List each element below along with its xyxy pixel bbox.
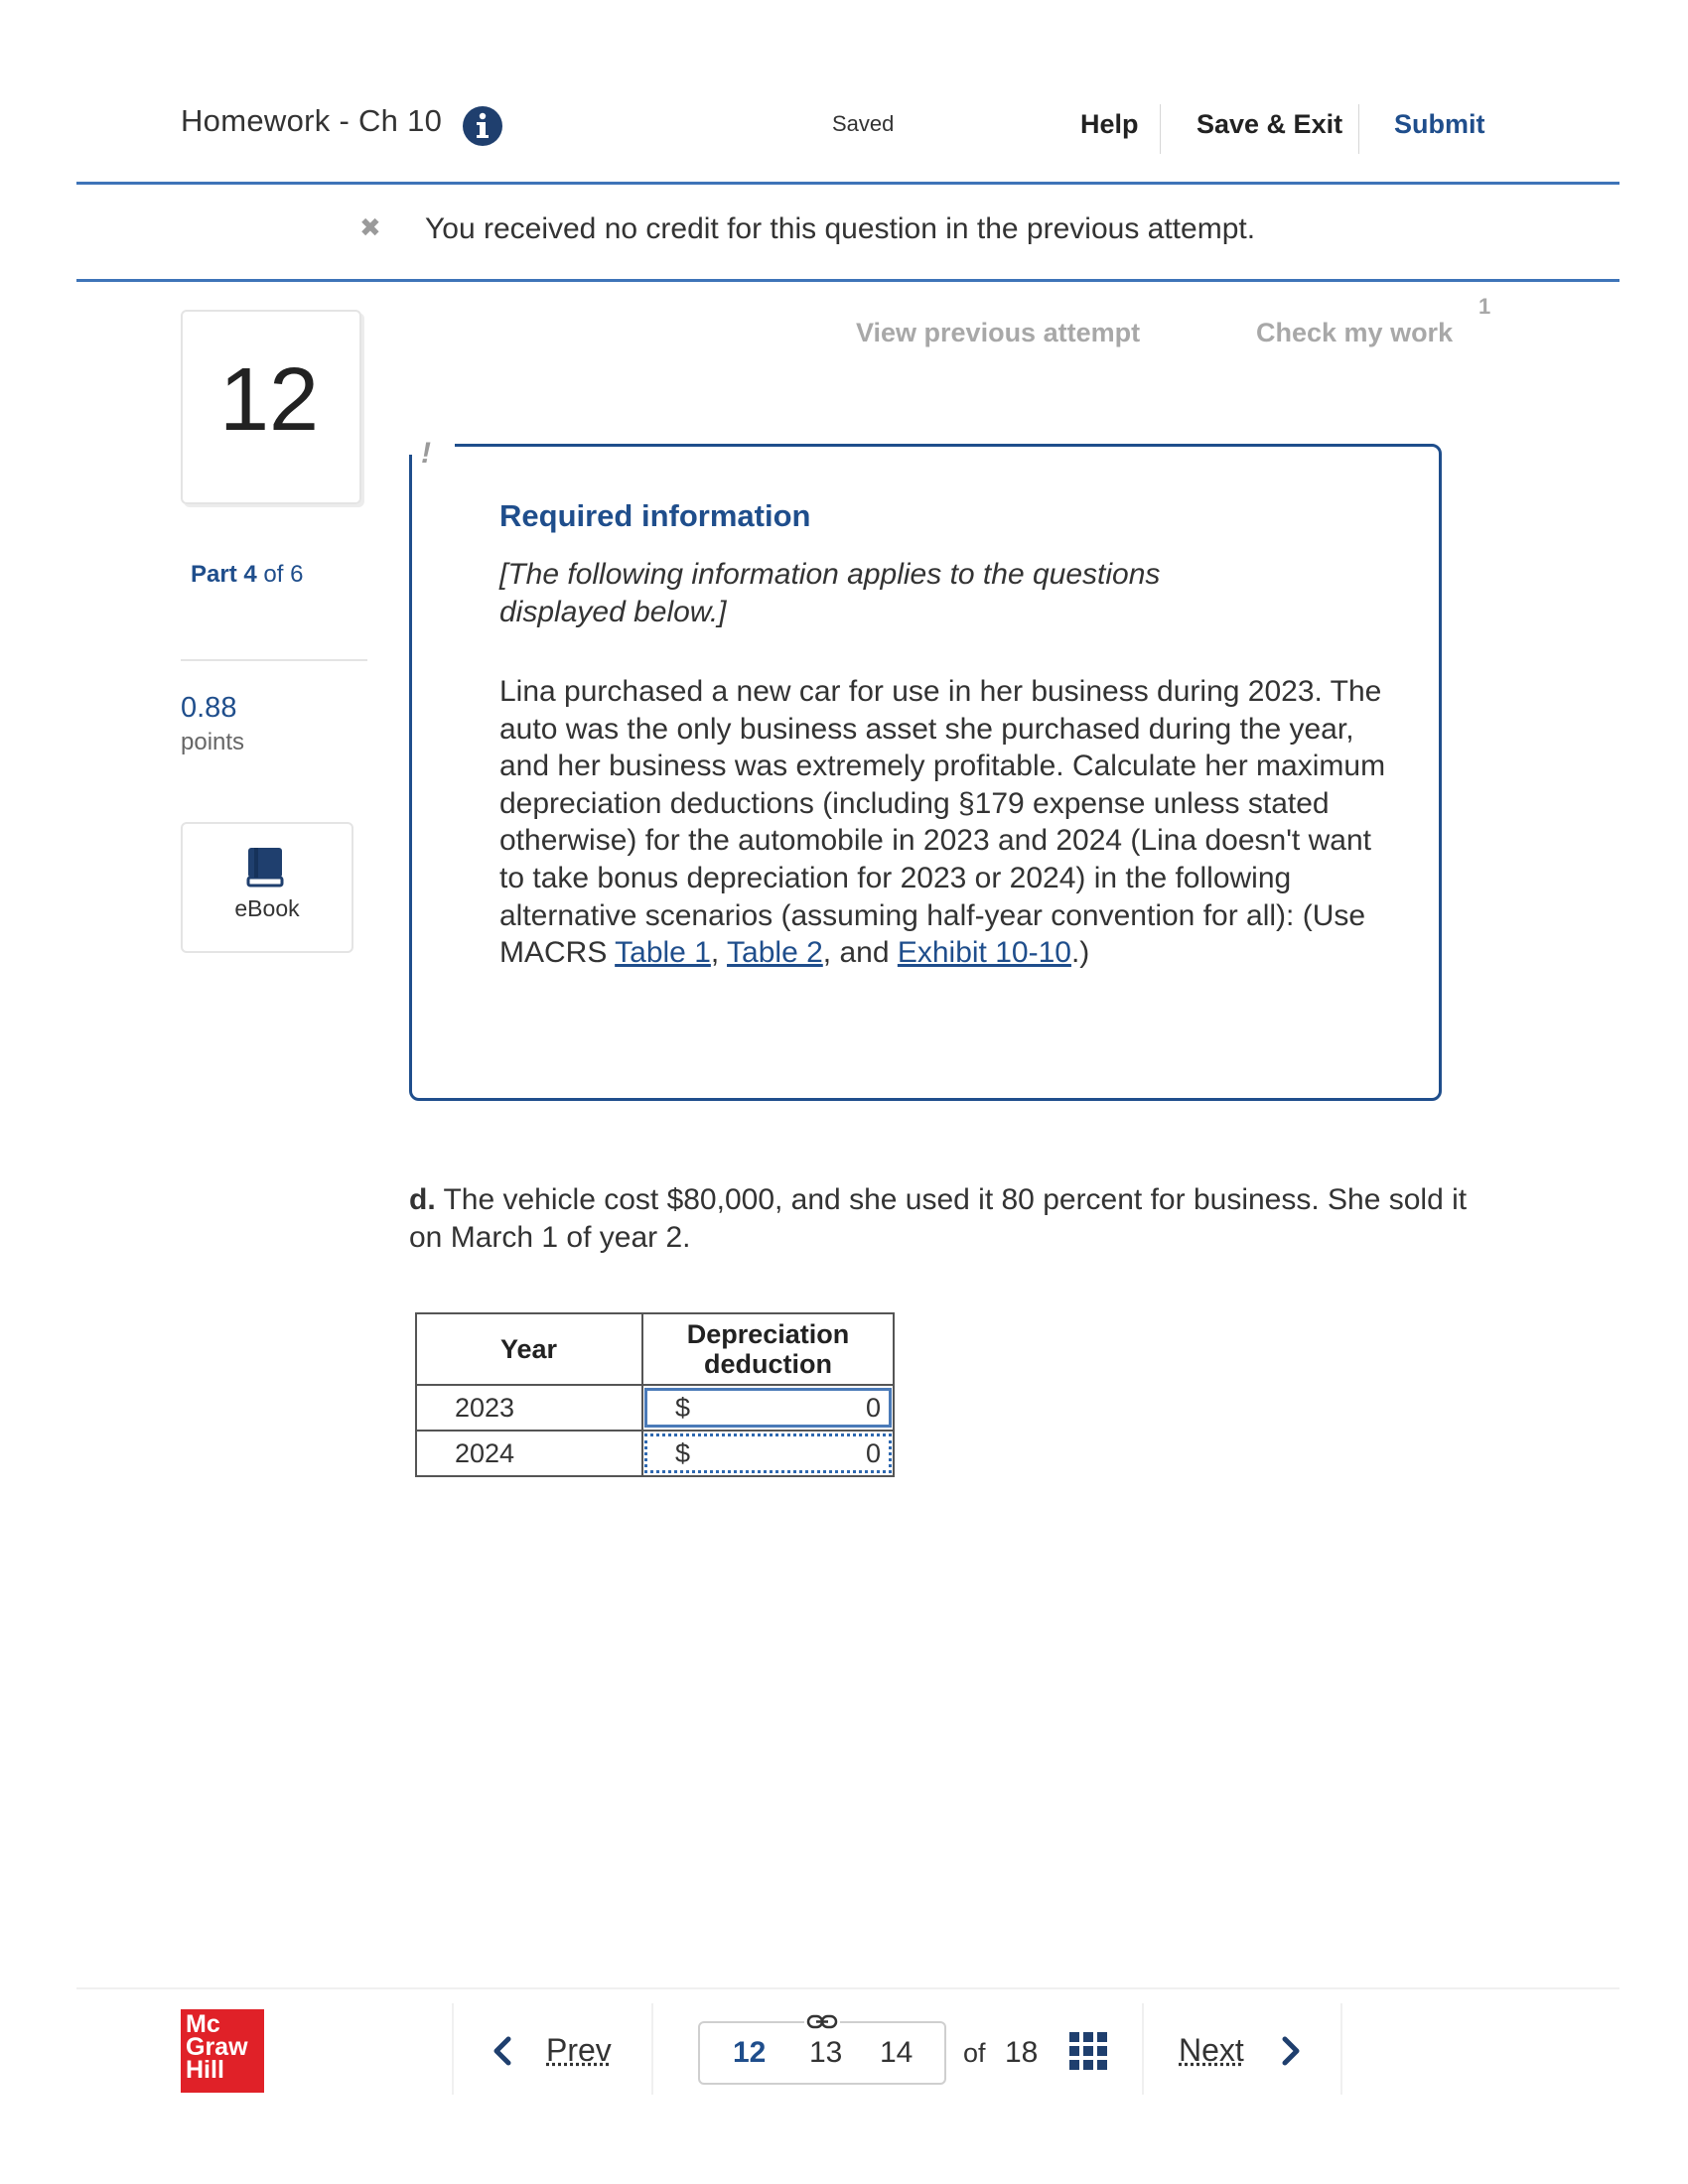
page-12-button[interactable]: 12 bbox=[733, 2036, 767, 2069]
check-count-badge: 1 bbox=[1478, 294, 1491, 319]
page-of-label: of bbox=[963, 2038, 986, 2068]
question-number: 12 bbox=[218, 350, 320, 450]
submit-button[interactable]: Submit bbox=[1394, 109, 1485, 139]
currency-symbol: $ bbox=[675, 1392, 691, 1423]
depreciation-2024-input[interactable] bbox=[644, 1433, 892, 1473]
table-2-link[interactable]: Table 2 bbox=[727, 936, 823, 970]
depreciation-header: Depreciation deduction bbox=[642, 1313, 894, 1385]
ebook-button[interactable] bbox=[181, 822, 353, 953]
alert-icon: ! bbox=[421, 437, 431, 470]
grid-icon[interactable] bbox=[1069, 2032, 1107, 2070]
info-icon[interactable] bbox=[462, 105, 503, 147]
left-divider bbox=[181, 659, 367, 661]
part-indicator bbox=[191, 561, 303, 589]
year-cell: 2023 bbox=[416, 1385, 642, 1431]
required-info-note: [The following information applies to the questions displayed below.] bbox=[499, 558, 1161, 628]
points-value: 0.88 bbox=[181, 692, 237, 724]
help-button[interactable]: Help bbox=[1080, 109, 1139, 139]
logo-line: Hill bbox=[186, 2056, 224, 2084]
required-info-title: Required information bbox=[499, 498, 811, 533]
prev-button[interactable]: Prev bbox=[546, 2032, 612, 2068]
question-text bbox=[409, 1181, 1501, 1257]
footer-divider bbox=[1142, 2003, 1144, 2095]
separator: , and bbox=[822, 936, 898, 970]
notice-rule bbox=[76, 279, 1619, 282]
header-divider bbox=[1160, 104, 1161, 154]
footer-divider bbox=[452, 2003, 454, 2095]
view-previous-attempt-link[interactable]: View previous attempt bbox=[856, 318, 1141, 347]
assignment-title: Homework - Ch 10 bbox=[181, 103, 443, 138]
table-row bbox=[416, 1385, 894, 1431]
question-label: d. bbox=[409, 1183, 436, 1216]
check-my-work-button[interactable]: Check my work bbox=[1256, 318, 1454, 347]
close-icon: ✖ bbox=[359, 212, 381, 242]
input-value: 0 bbox=[865, 1392, 881, 1423]
depreciation-cell bbox=[642, 1431, 894, 1476]
footer-divider bbox=[651, 2003, 653, 2095]
table-1-link[interactable]: Table 1 bbox=[615, 936, 711, 970]
depreciation-cell bbox=[642, 1385, 894, 1431]
table-row bbox=[416, 1431, 894, 1476]
logo-line: Mc bbox=[186, 2010, 220, 2038]
points-label: points bbox=[181, 729, 245, 755]
credit-notice: You received no credit for this question in the previous attempt. bbox=[425, 212, 1256, 245]
required-info-body bbox=[499, 673, 1393, 972]
part-prefix: Part bbox=[191, 561, 237, 588]
part-current: 4 bbox=[243, 561, 257, 588]
book-icon bbox=[246, 846, 286, 887]
year-cell: 2024 bbox=[416, 1431, 642, 1476]
currency-symbol: $ bbox=[675, 1437, 691, 1468]
header-rule bbox=[76, 182, 1619, 185]
mcgraw-hill-logo bbox=[181, 2009, 264, 2093]
closing: .) bbox=[1070, 936, 1090, 970]
input-value: 0 bbox=[865, 1437, 881, 1468]
save-exit-button[interactable]: Save & Exit bbox=[1196, 109, 1343, 139]
footer-rule bbox=[76, 1987, 1619, 1989]
depreciation-2023-input[interactable] bbox=[644, 1388, 892, 1428]
table-header-row bbox=[416, 1313, 894, 1385]
save-status: Saved bbox=[832, 111, 895, 136]
header-divider bbox=[1358, 104, 1359, 154]
year-header: Year bbox=[416, 1313, 642, 1385]
logo-line: Graw bbox=[186, 2033, 248, 2061]
separator: , bbox=[710, 936, 728, 970]
page-13-button[interactable]: 13 bbox=[809, 2036, 843, 2069]
next-button[interactable]: Next bbox=[1179, 2032, 1244, 2068]
part-suffix: of 6 bbox=[263, 561, 304, 588]
body-text: Lina purchased a new car for use in her business during 2023. The auto was the only business asset she purchased during the year, and her business was extremely profitable. Calculate her maximum depreciation deductions (including §179 expense unless stated otherwise) for the automobile in 2023 and 2024 (Lina doesn't want to take bonus depreciation for 2023 or 2024) in the following alternative scenarios (assuming half-year convention for all): (Use MACRS bbox=[499, 675, 1386, 970]
footer-divider bbox=[1340, 2003, 1342, 2095]
link-icon bbox=[804, 2011, 840, 2033]
page-14-button[interactable]: 14 bbox=[880, 2036, 914, 2069]
page-total: 18 bbox=[1005, 2036, 1039, 2069]
depreciation-table bbox=[415, 1312, 895, 1477]
question-body: The vehicle cost $80,000, and she used it 80 percent for business. She sold it on March 1 of year 2. bbox=[409, 1183, 1468, 1254]
chevron-right-icon[interactable] bbox=[1277, 2031, 1305, 2071]
chevron-left-icon[interactable] bbox=[489, 2031, 516, 2071]
ebook-label[interactable]: eBook bbox=[234, 895, 300, 921]
exhibit-link[interactable]: Exhibit 10-10 bbox=[897, 936, 1071, 970]
